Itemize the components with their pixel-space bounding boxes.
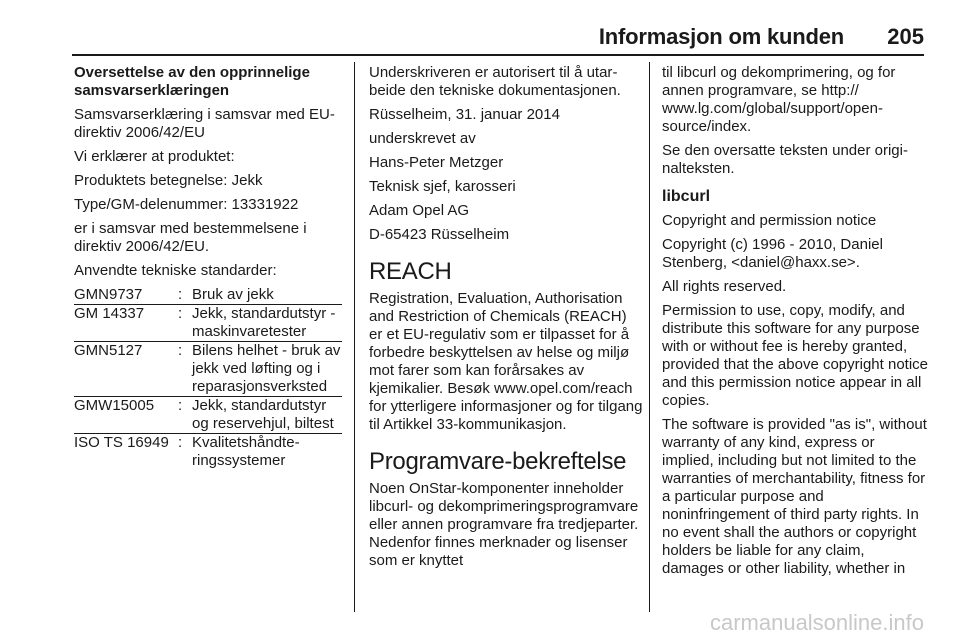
- column-divider-1: [354, 62, 355, 612]
- column-3: [662, 64, 930, 584]
- paragraph: Produktets betegnelse: Jekk: [74, 172, 263, 189]
- table-row: [74, 434, 342, 471]
- paragraph: Type/GM-delenummer: 13331922: [74, 196, 299, 213]
- standard-code: GMW15005: [74, 397, 178, 434]
- standard-description: Bruk av jekk: [192, 286, 274, 303]
- column-1: [74, 64, 342, 470]
- paragraph: Underskriveren er autorisert til å utarbeide den tekniske dokumentasjonen.: [369, 64, 621, 99]
- header-divider: [72, 54, 924, 56]
- paragraph: Permission to use, copy, modify, and distribute this software for any purpose with or without fee is hereby granted, provided that the above copyright notice and this permission notice appear in all copies.: [662, 302, 929, 409]
- standard-description: Jekk, standardutstyr - maskinvaretester: [192, 305, 342, 342]
- standard-code: GMN9737: [74, 286, 143, 303]
- paragraph: Anvendte tekniske standarder:: [74, 262, 277, 279]
- software-paragraph: Noen OnStar-komponenter inneholder libcurl- og dekomprimeringsprogramvare eller annen programvare fra tredjeparter. Nedenfor finnes merknader og lisenser som er knyttet: [369, 480, 639, 569]
- software-heading: Programvare-bekreftelse: [369, 448, 627, 475]
- paragraph: Se den oversatte teksten under originalteksten.: [662, 142, 908, 177]
- standard-description: Kvalitetshåndteringssystemer: [192, 434, 342, 471]
- table-row: [74, 397, 342, 434]
- paragraph: Adam Opel AG: [369, 202, 470, 219]
- paragraph: underskrevet av: [369, 130, 476, 147]
- paragraph: All rights reserved.: [662, 278, 787, 295]
- declaration-heading: Oversettelse av den opprinnelige samsvarserklæringen: [74, 64, 310, 99]
- standard-code: GMN5127: [74, 342, 178, 397]
- standard-colon: :: [178, 286, 183, 303]
- paragraph: Copyright and permission notice: [662, 212, 877, 229]
- table-row: [74, 286, 342, 305]
- paragraph: Copyright (c) 1996 - 2010, Daniel Stenberg, <daniel@haxx.se>.: [662, 236, 883, 271]
- libcurl-heading: libcurl: [662, 188, 711, 205]
- paragraph: Rüsselheim, 31. januar 2014: [369, 106, 560, 123]
- standards-table: [74, 286, 342, 470]
- standard-colon: :: [178, 434, 192, 471]
- page-number: 205: [887, 24, 924, 49]
- reach-paragraph: Registration, Evaluation, Authorisation and Restriction of Chemicals (REACH) er et EU-regulativ som er tilpasset for å forbedre beskyttelsen av helse og miljø mot farer som kan forårsakes av kjemikalier. Besøk www.opel.com/reach for ytterligere informasjoner og for tilgang til Artikkel 33-kommunikasjon.: [369, 290, 643, 433]
- page-header: [72, 22, 924, 56]
- watermark: carmanualsonline.info: [709, 610, 924, 635]
- reach-heading: REACH: [369, 258, 452, 285]
- paragraph: D-65423 Rüsselheim: [369, 226, 510, 243]
- paragraph: Samsvarserklæring i samsvar med EU-direktiv 2006/42/EU: [74, 106, 335, 141]
- standard-colon: :: [178, 342, 192, 397]
- paragraph: Vi erklærer at produktet:: [74, 148, 235, 165]
- page-title: Informasjon om kunden: [598, 24, 844, 49]
- standard-description: Bilens helhet - bruk av jekk ved løfting og i reparasjonsverksted: [192, 342, 341, 395]
- standard-description: Jekk, standardutstyr og reservehjul, biltest: [192, 397, 342, 434]
- table-row: [74, 305, 342, 342]
- paragraph: The software is provided "as is", without warranty of any kind, express or implied, including but not limited to the warranties of merchantability, fitness for a particular purpose and noninfringement of third party rights. In no event shall the authors or copyright holders be liable for any claim, damages or other liability, whether in: [662, 416, 927, 577]
- standard-code: ISO TS 16949: [74, 434, 178, 471]
- paragraph: Teknisk sjef, karosseri: [369, 178, 516, 195]
- paragraph: er i samsvar med bestemmelsene i direktiv 2006/42/EU.: [74, 220, 307, 255]
- table-row: [74, 342, 342, 397]
- standard-colon: :: [178, 305, 192, 342]
- column-divider-2: [649, 62, 650, 612]
- column-2: [369, 64, 643, 576]
- standard-colon: :: [178, 397, 192, 434]
- paragraph: til libcurl og dekomprimering, og for annen programvare, se http:// www.lg.com/global/support/opensource/index.: [662, 64, 896, 135]
- standard-code: GM 14337: [74, 305, 178, 342]
- paragraph: Hans-Peter Metzger: [369, 154, 504, 171]
